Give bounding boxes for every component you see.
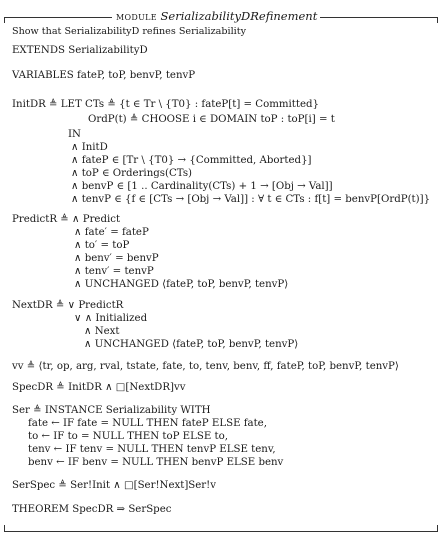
spec-line: EXTENDS SerializabilityD (12, 45, 148, 56)
spec-line: ∧ fateP ∈ [Tr \ {T0} → {Committed, Aborted}] (71, 155, 312, 166)
spec-line: ∧ Next (84, 326, 120, 337)
spec-line: ∧ toP ∈ Orderings(CTs) (71, 168, 193, 179)
spec-line: ∨ ∧ Initialized (74, 313, 148, 324)
footer-rule (4, 531, 438, 532)
spec-line: tenv ← IF tenv = NULL THEN tenvP ELSE tenv, (28, 444, 276, 455)
spec-line: SpecDR ≜ InitDR ∧ □[NextDR]vv (12, 382, 186, 393)
module-keyword: module (116, 9, 157, 23)
spec-line: ∧ tenvP ∈ {f ∈ [CTs → [Obj → Val]] : ∀ t ∈ CTs : f[t] = benvP[OrdP(t)]} (71, 194, 431, 205)
spec-line: benv ← IF benv = NULL THEN benvP ELSE benv (28, 457, 284, 468)
spec-line: fate ← IF fate = NULL THEN fateP ELSE fate, (28, 418, 267, 429)
module-title (116, 9, 317, 23)
spec-line: ∧ to′ = toP (74, 240, 130, 251)
spec-line: THEOREM SpecDR ⇒ SerSpec (12, 504, 172, 515)
module-name: SerializabilityDRefinement (160, 9, 318, 23)
spec-line: ∧ benv′ = benvP (74, 253, 159, 264)
frame-corner-tl (4, 17, 5, 23)
header-rule-left (4, 17, 112, 18)
spec-line: ∧ benvP ∈ [1 .. Cardinality(CTs) + 1 → [Obj → Val]] (71, 181, 333, 192)
spec-line: NextDR ≜ ∨ PredictR (12, 300, 124, 311)
spec-line: to ← IF to = NULL THEN toP ELSE to, (28, 431, 228, 442)
spec-line: OrdP(t) ≜ CHOOSE i ∈ DOMAIN toP : toP[i] = t (88, 114, 335, 125)
spec-line: PredictR ≜ ∧ Predict (12, 214, 121, 225)
spec-line: SerSpec ≜ Ser!Init ∧ □[Ser!Next]Ser!v (12, 480, 217, 491)
spec-line: ∧ tenv′ = tenvP (74, 266, 154, 277)
spec-line: ∧ UNCHANGED ⟨fateP, toP, benvP, tenvP⟩ (84, 339, 299, 350)
spec-line: vv ≜ ⟨tr, op, arg, rval, tstate, fate, to, tenv, benv, ff, fateP, toP, benvP, tenvP⟩ (12, 361, 399, 372)
spec-line: ∧ InitD (71, 142, 108, 153)
spec-line: InitDR ≜ LET CTs ≜ {t ∈ Tr \ {T0} : fateP[t] = Committed} (12, 99, 320, 110)
module-comment: Show that SerializabilityD refines Serializability (12, 26, 246, 37)
frame-corner-tr (437, 17, 438, 23)
header-rule-right (320, 17, 438, 18)
spec-line: ∧ UNCHANGED ⟨fateP, toP, benvP, tenvP⟩ (74, 279, 289, 290)
spec-line: ∧ fate′ = fateP (74, 227, 149, 238)
spec-line: Ser ≜ INSTANCE Serializability WITH (12, 405, 211, 416)
spec-line: IN (68, 129, 81, 140)
spec-line: VARIABLES fateP, toP, benvP, tenvP (12, 70, 196, 81)
